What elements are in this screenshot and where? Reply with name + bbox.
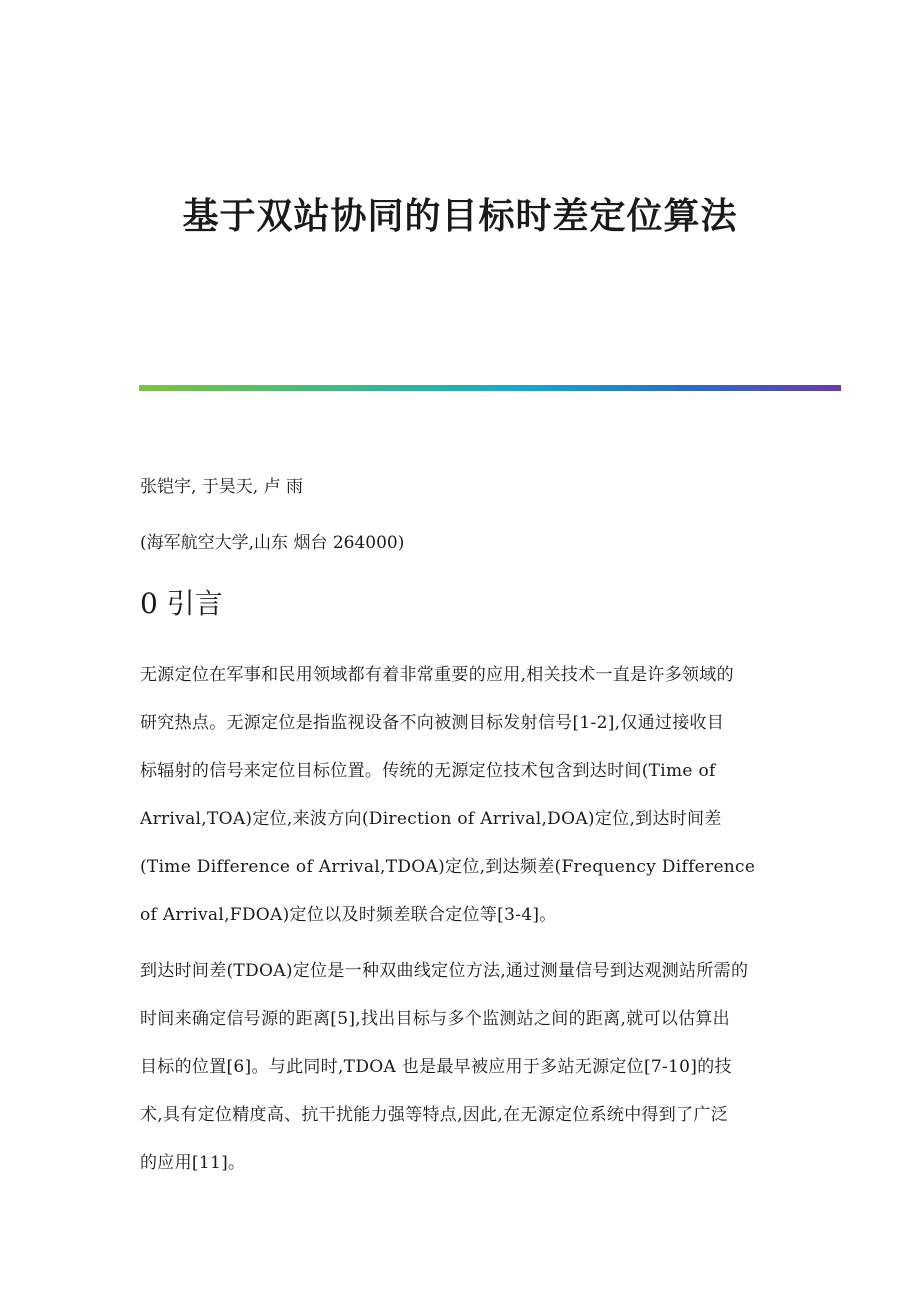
paragraph-line: 到达时间差(TDOA)定位是一种双曲线定位方法,通过测量信号到达观测站所需的 bbox=[140, 961, 749, 981]
title-divider bbox=[139, 385, 841, 391]
author-list: 张铠宇, 于昊天, 卢 雨 bbox=[140, 477, 304, 497]
paragraph-line: 无源定位在军事和民用领域都有着非常重要的应用,相关技术一直是许多领域的 bbox=[140, 665, 734, 685]
affiliation: (海军航空大学,山东 烟台 264000) bbox=[140, 533, 405, 553]
paragraph-line: 标辐射的信号来定位目标位置。传统的无源定位技术包含到达时间(Time of bbox=[140, 761, 716, 781]
section-heading-introduction: 0 引言 bbox=[140, 587, 223, 620]
paragraph-2 bbox=[140, 947, 782, 1187]
paragraph-line: of Arrival,FDOA)定位以及时频差联合定位等[3-4]。 bbox=[140, 905, 557, 925]
paragraph-line: 目标的位置[6]。与此同时,TDOA 也是最早被应用于多站无源定位[7-10]的技 bbox=[140, 1057, 732, 1077]
paragraph-line: 术,具有定位精度高、抗干扰能力强等特点,因此,在无源定位系统中得到了广泛 bbox=[140, 1105, 729, 1125]
paragraph-line: 的应用[11]。 bbox=[140, 1153, 246, 1173]
paragraph-line: 时间来确定信号源的距离[5],找出目标与多个监测站之间的距离,就可以估算出 bbox=[140, 1009, 730, 1029]
paragraph-line: 研究热点。无源定位是指监视设备不向被测目标发射信号[1-2],仅通过接收目 bbox=[140, 713, 725, 733]
paragraph-line: (Time Difference of Arrival,TDOA)定位,到达频差(Frequency Difference bbox=[140, 857, 756, 877]
paragraph-line: Arrival,TOA)定位,来波方向(Direction of Arrival,DOA)定位,到达时间差 bbox=[140, 809, 722, 829]
paragraph-1 bbox=[140, 651, 782, 939]
paper-title: 基于双站协同的目标时差定位算法 bbox=[182, 195, 738, 237]
